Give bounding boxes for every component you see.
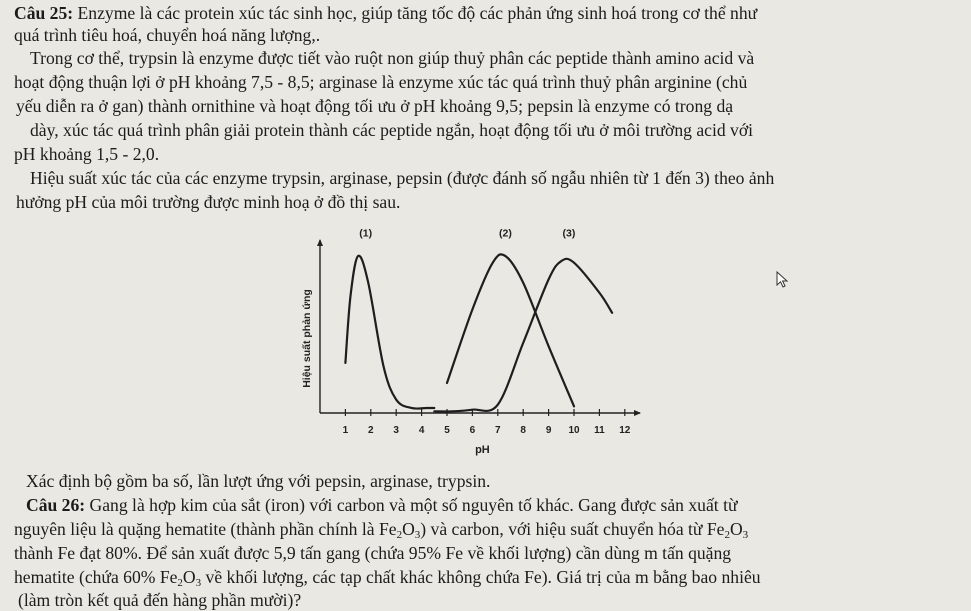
x-tick-label: 3 [393, 425, 399, 436]
q25-line-1: Câu 25: Enzyme là các protein xúc tác sinh học, giúp tăng tốc độ các phản ứng sinh hoá trong cơ thể như [14, 3, 758, 23]
q26-line-3: thành Fe đạt 80%. Để sản xuất được 5,9 tấn gang (chứa 95% Fe về khối lượng) cần dùng m tấn quặng [14, 543, 732, 563]
q25-line-7: pH khoảng 1,5 - 2,0. [14, 144, 160, 164]
x-tick-label: 1 [342, 425, 349, 436]
q25-line-6: dày, xúc tác quá trình phân giải protein thành các peptide ngắn, hoạt động tối ưu ở môi trường acid với [30, 120, 754, 140]
q25-line-3: Trong cơ thể, trypsin là enzyme được tiết vào ruột non giúp thuỷ phân các peptide thành amino acid và [30, 48, 755, 68]
q26-line-2: nguyên liệu là quặng hematite (thành phần chính là $Fe_2O_3$) và carbon, với hiệu suất chuyển hóa từ $Fe_2O_3$ [14, 519, 749, 541]
chart-curves [345, 254, 612, 411]
x-tick-label: 4 [418, 425, 425, 436]
x-axis-label: pH [475, 444, 490, 456]
q25-question: Xác định bộ gồm ba số, lần lượt ứng với pepsin, arginase, trypsin. [26, 471, 491, 491]
q26-line-5: (làm tròn kết quả đến hàng phần mười)? [18, 590, 302, 610]
x-tick-label: 6 [469, 425, 476, 436]
q25-line-2: quá trình tiêu hoá, chuyển hoá năng lượng,. [14, 25, 321, 45]
q25-line-8: Hiệu suất xúc tác của các enzyme trypsin, arginase, pepsin (được đánh số ngẫu nhiên từ 1 đến 3) theo ảnh [30, 168, 775, 188]
q25-line-5: yếu diễn ra ở gan) thành ornithine và hoạt động tối ưu ở pH khoảng 9,5; pepsin là enzyme có trong dạ [16, 96, 734, 116]
q26-title: Câu 26: [26, 495, 86, 515]
x-axis-arrow [634, 410, 641, 416]
x-tick-label: 2 [368, 425, 374, 436]
x-tick-label: 9 [545, 425, 552, 436]
curve-series-1 [345, 256, 434, 409]
q26-line-1: Câu 26: Gang là hợp kim của sắt (iron) với carbon và một số nguyên tố khác. Gang được sản xuất từ [26, 495, 738, 515]
x-tick-label: 7 [495, 425, 501, 436]
q25-line-9: hưởng pH của môi trường được minh hoạ ở đồ thị sau. [16, 192, 401, 212]
x-tick-label: 10 [568, 425, 580, 436]
x-tick-label: 12 [619, 425, 631, 436]
chart-axes [317, 239, 641, 416]
mouse-cursor-icon [776, 271, 790, 289]
series-label-3: (3) [562, 227, 576, 240]
curve-series-2 [447, 254, 574, 406]
x-tick-label: 11 [594, 425, 605, 436]
x-tick-label: 5 [444, 425, 450, 436]
y-axis-label: Hiệu suất phản ứng [301, 289, 313, 388]
q25-title: Câu 25: [14, 3, 74, 23]
ph-efficiency-chart [290, 222, 650, 460]
series-label-2: (2) [498, 227, 512, 240]
q26-line-4: hematite (chứa 60% $Fe_2O_3$ về khối lượng, các tạp chất khác không chứa Fe). Giá trị của m bằng bao nhiêu [14, 567, 761, 589]
x-tick-label: 8 [520, 425, 526, 436]
series-label-1: (1) [359, 227, 373, 240]
chart-labels [301, 228, 631, 456]
q25-line-4: hoạt động thuận lợi ở pH khoảng 7,5 - 8,5; arginase là enzyme xúc tác quá trình thuỷ phân arginine (chủ [14, 72, 748, 92]
y-axis-arrow [317, 239, 323, 246]
